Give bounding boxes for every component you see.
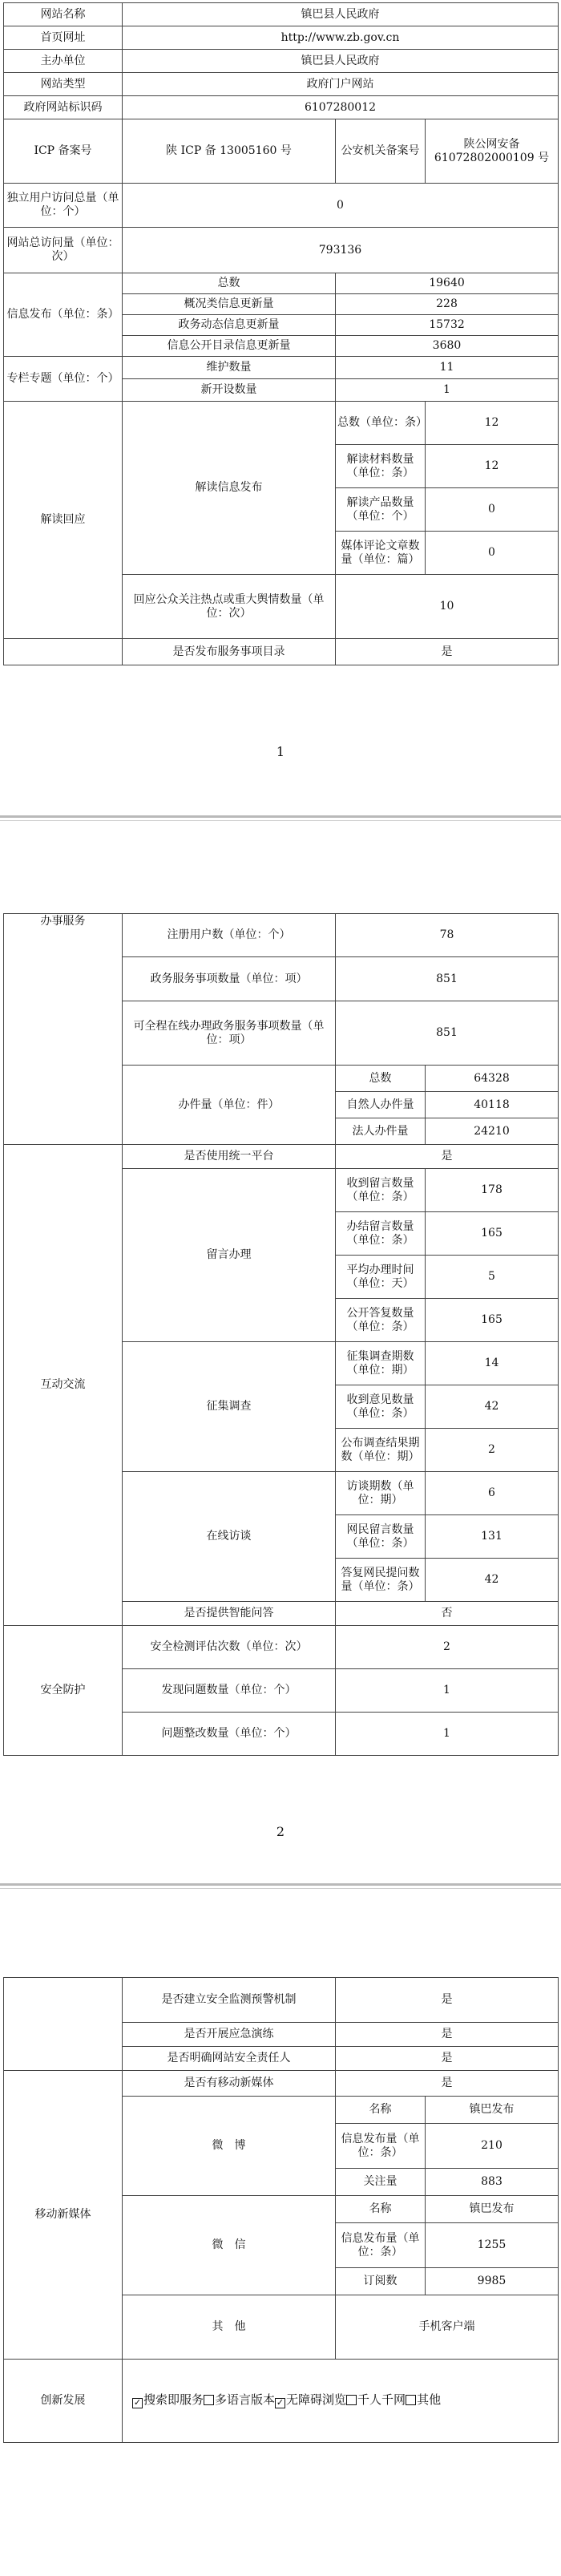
drill-label: 是否开展应急演练 [123,2023,336,2047]
weibo-followers-value: 883 [426,2169,559,2196]
monitor-label: 是否建立安全监测预警机制 [123,1978,336,2023]
interpret-product-label: 解读产品数量（单位：个） [336,488,426,532]
sec-assess-value: 2 [336,1626,559,1669]
option-multilingual[interactable]: 多语言版本 [204,2392,275,2407]
interpret-hot-value: 10 [336,575,559,639]
group-innovation: 创新发展 [4,2360,123,2443]
checkbox-empty-icon[interactable] [346,2395,357,2405]
page2-table [3,913,559,1756]
option-search-service[interactable]: ✓ 搜索即服务 [133,2392,204,2408]
weixin-name-value: 镇巴发布 [426,2196,559,2223]
handle-total-label: 总数 [336,1066,426,1092]
value-site-id: 6107280012 [123,96,559,119]
checkbox-checked-icon[interactable]: ✓ [133,2397,142,2408]
group-security: 安全防护 [4,1626,123,1756]
value-site-type: 政府门户网站 [123,73,559,96]
affairs-online-label: 可全程在线办理政务服务事项数量（单位：项） [123,1001,336,1066]
message-label: 留言办理 [123,1169,336,1342]
checkbox-empty-icon[interactable] [204,2395,214,2405]
value-home-url: http://www.zb.gov.cn [123,26,559,50]
interpret-media-label: 媒体评论文章数量（单位：篇） [336,532,426,575]
label-page-views: 网站总访问量（单位：次） [4,228,123,273]
interpret-total-value: 12 [426,402,559,445]
msg-done-value: 165 [426,1212,559,1256]
survey-periods-label: 征集调查期数（单位：期） [336,1342,426,1385]
column-new-label: 新开设数量 [123,379,336,402]
innovation-options [123,2360,559,2443]
group-interpret: 解读回应 [4,402,123,639]
label-site-type: 网站类型 [4,73,123,96]
responsible-label: 是否明确网站安全责任人 [123,2047,336,2071]
has-mobile-value: 是 [336,2071,559,2097]
label-sponsor: 主办单位 [4,50,123,73]
group-affairs: 办事服务 [4,914,123,1145]
weixin-subs-label: 订阅数 [336,2268,426,2295]
interview-replies-label: 答复网民提问数量（单位：条） [336,1559,426,1602]
option-other[interactable]: 其他 [406,2392,441,2407]
sec-found-value: 1 [336,1669,559,1713]
group-info-publish: 信息发布（单位：条） [4,273,123,357]
interview-periods-label: 访谈期数（单位：期） [336,1472,426,1515]
affairs-online-value: 851 [336,1001,559,1066]
sec-found-label: 发现问题数量（单位：个） [123,1669,336,1713]
handle-person-value: 40118 [426,1092,559,1118]
interview-messages-value: 131 [426,1515,559,1559]
page3-table [3,1977,559,2443]
option-accessibility[interactable]: ✓ 无障碍浏览 [276,2392,347,2408]
affairs-items-label: 政务服务事项数量（单位：项） [123,957,336,1001]
label-site-id: 政府网站标识码 [4,96,123,119]
other-label: 其 他 [123,2295,336,2360]
platform-value: 是 [336,1145,559,1169]
msg-public-value: 165 [426,1299,559,1342]
sec-assess-label: 安全检测评估次数（单位：次） [123,1626,336,1669]
group-column: 专栏专题（单位：个） [4,357,123,402]
survey-opinions-value: 42 [426,1385,559,1429]
weixin-name-label: 名称 [336,2196,426,2223]
value-sponsor: 镇巴县人民政府 [123,50,559,73]
value-police-record: 陕公网安备 61072802000109 号 [426,119,559,184]
affairs-handle-label: 办件量（单位：件） [123,1066,336,1145]
group-interact: 互动交流 [4,1145,123,1626]
service-dir-value: 是 [336,639,559,665]
smart-qa-label: 是否提供智能问答 [123,1602,336,1626]
sec-fixed-label: 问题整改数量（单位：个） [123,1713,336,1756]
survey-periods-value: 14 [426,1342,559,1385]
survey-label: 征集调查 [123,1342,336,1472]
info-overview-value: 228 [336,294,559,315]
weibo-label: 微 博 [123,2097,336,2196]
label-police-record: 公安机关备案号 [336,119,426,184]
msg-received-label: 收到留言数量（单位：条） [336,1169,426,1212]
weibo-followers-label: 关注量 [336,2169,426,2196]
interview-label: 在线访谈 [123,1472,336,1602]
interpret-product-value: 0 [426,488,559,532]
page1-table [3,2,559,665]
interpret-sub-label: 解读信息发布 [123,402,336,575]
weibo-name-label: 名称 [336,2097,426,2124]
interpret-hot-label: 回应公众关注热点或重大舆情数量（单位：次） [123,575,336,639]
info-overview-label: 概况类信息更新量 [123,294,336,315]
interview-replies-value: 42 [426,1559,559,1602]
msg-avg-value: 5 [426,1256,559,1299]
page-number-2: 2 [276,1824,285,1839]
page-number-1: 1 [276,744,285,759]
msg-received-value: 178 [426,1169,559,1212]
value-site-name: 镇巴县人民政府 [123,3,559,26]
label-site-name: 网站名称 [4,3,123,26]
affairs-users-value: 78 [336,914,559,957]
checkbox-empty-icon[interactable] [406,2395,416,2405]
interpret-media-value: 0 [426,532,559,575]
service-dir-label: 是否发布服务事项目录 [123,639,336,665]
weixin-posts-label: 信息发布量（单位：条） [336,2223,426,2268]
label-unique-visitors: 独立用户访问总量（单位：个） [4,184,123,228]
column-new-value: 1 [336,379,559,402]
info-dynamic-value: 15732 [336,315,559,336]
label-icp: ICP 备案号 [4,119,123,184]
interpret-material-value: 12 [426,445,559,488]
msg-done-label: 办结留言数量（单位：条） [336,1212,426,1256]
label-home-url: 首页网址 [4,26,123,50]
column-maintain-value: 11 [336,357,559,379]
weixin-posts-value: 1255 [426,2223,559,2268]
weibo-posts-value: 210 [426,2124,559,2169]
smart-qa-value: 否 [336,1602,559,1626]
other-value: 手机客户端 [336,2295,559,2360]
survey-results-label: 公布调查结果期数（单位：期） [336,1429,426,1472]
weibo-posts-label: 信息发布量（单位：条） [336,2124,426,2169]
handle-legal-value: 24210 [426,1118,559,1145]
info-catalog-value: 3680 [336,336,559,357]
column-maintain-label: 维护数量 [123,357,336,379]
affairs-items-value: 851 [336,957,559,1001]
handle-total-value: 64328 [426,1066,559,1092]
info-catalog-label: 信息公开目录信息更新量 [123,336,336,357]
info-total-label: 总数 [123,273,336,294]
interview-periods-value: 6 [426,1472,559,1515]
checkbox-checked-icon[interactable]: ✓ [276,2397,285,2408]
service-dir-empty [4,639,123,665]
msg-public-label: 公开答复数量（单位：条） [336,1299,426,1342]
responsible-value: 是 [336,2047,559,2071]
monitor-value: 是 [336,1978,559,2023]
handle-legal-label: 法人办件量 [336,1118,426,1145]
weixin-label: 微 信 [123,2196,336,2295]
affairs-users-label: 注册用户数（单位：个） [123,914,336,957]
interview-messages-label: 网民留言数量（单位：条） [336,1515,426,1559]
weibo-name-value: 镇巴发布 [426,2097,559,2124]
sec-fixed-value: 1 [336,1713,559,1756]
survey-results-value: 2 [426,1429,559,1472]
info-total-value: 19640 [336,273,559,294]
weixin-subs-value: 9985 [426,2268,559,2295]
group-mobile: 移动新媒体 [4,2071,123,2360]
option-personalized[interactable]: 千人千网 [346,2392,406,2407]
interpret-material-label: 解读材料数量（单位：条） [336,445,426,488]
interpret-total-label: 总数（单位：条） [336,402,426,445]
handle-person-label: 自然人办件量 [336,1092,426,1118]
platform-label: 是否使用统一平台 [123,1145,336,1169]
msg-avg-label: 平均办理时间（单位：天） [336,1256,426,1299]
survey-opinions-label: 收到意见数量（单位：条） [336,1385,426,1429]
info-dynamic-label: 政务动态信息更新量 [123,315,336,336]
value-page-views: 793136 [123,228,559,273]
top-rows-empty [4,1978,123,2071]
value-icp: 陕 ICP 备 13005160 号 [123,119,336,184]
value-unique-visitors: 0 [123,184,559,228]
has-mobile-label: 是否有移动新媒体 [123,2071,336,2097]
drill-value: 是 [336,2023,559,2047]
